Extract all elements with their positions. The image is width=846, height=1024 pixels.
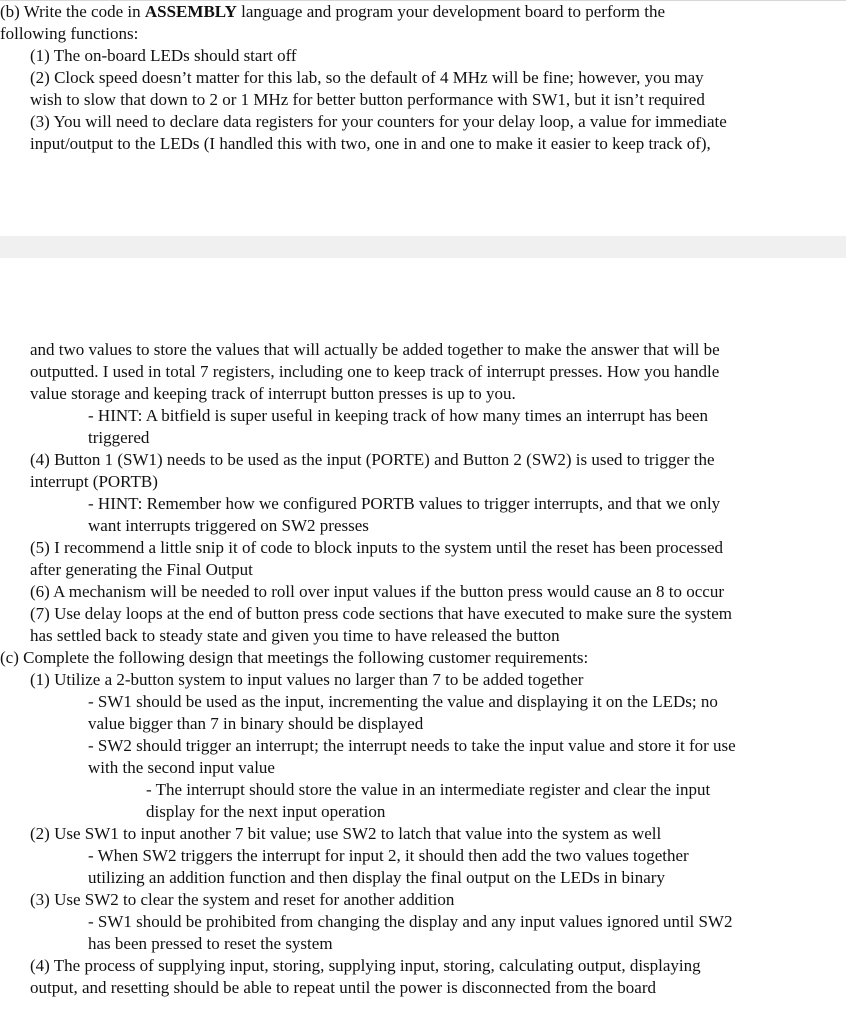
part-c-heading: (c) Complete the following design that meetings the following customer requirements: [0,648,589,667]
sub-item: - SW2 should trigger an interrupt; the interrupt needs to take the input value and store it for use [88,736,736,755]
heading-bold-word: ASSEMBLY [144,2,237,21]
text-line: input/output to the LEDs (I handled this with two, one in and one to make it easier to keep track of), [30,134,711,153]
sub-sub-item: - The interrupt should store the value in an intermediate register and clear the input [146,780,711,799]
sub-item: - SW1 should be prohibited from changing the display and any input values ignored until SW2 [88,912,733,931]
page-break-band [0,236,846,258]
text-line: outputted. I used in total 7 registers, including one to keep track of interrupt presses. How you handle [30,362,720,381]
text-line: display for the next input operation [146,802,386,821]
text-line: after generating the Final Output [30,560,253,579]
text-line: utilizing an addition function and then display the final output on the LEDs in binary [88,868,665,887]
list-item-c4: (4) The process of supplying input, storing, supplying input, storing, calculating output, displaying [30,956,701,975]
sub-item: - When SW2 triggers the interrupt for input 2, it should then add the two values together [88,846,689,865]
text-line: and two values to store the values that will actually be added together to make the answer that will be [30,340,720,359]
list-item-7: (7) Use delay loops at the end of button press code sections that have executed to make sure the system [30,604,732,623]
list-item-c1: (1) Utilize a 2-button system to input values no larger than 7 to be added together [30,670,584,689]
list-item-c2: (2) Use SW1 to input another 7 bit value; use SW2 to latch that value into the system as well [30,824,662,843]
text-line: interrupt (PORTB) [30,472,158,491]
sub-item: - SW1 should be used as the input, incrementing the value and displaying it on the LEDs; no [88,692,718,711]
text-line: wish to slow that down to 2 or 1 MHz for better button performance with SW1, but it isn’t required [30,90,705,109]
text-line: has been pressed to reset the system [88,934,333,953]
part-b-section [0,1,846,155]
text-line: with the second input value [88,758,275,777]
text-line: following functions: [0,24,139,43]
list-item-5: (5) I recommend a little snip it of code to block inputs to the system until the reset has been processed [30,538,724,557]
heading-text-2: language and program your development board to perform the [236,2,666,21]
text-line: output, and resetting should be able to repeat until the power is disconnected from the board [30,978,656,997]
text-line: triggered [88,428,150,447]
list-item-c3: (3) Use SW2 to clear the system and reset for another addition [30,890,455,909]
list-item-6: (6) A mechanism will be needed to roll over input values if the button press would cause an 8 to occur [30,582,724,601]
list-item-3: (3) You will need to declare data registers for your counters for your delay loop, a value for immediate [30,112,727,131]
text-line: value bigger than 7 in binary should be displayed [88,714,424,733]
hint-line: - HINT: Remember how we configured PORTB values to trigger interrupts, and that we only [88,494,721,513]
part-b-heading [0,1,846,23]
list-item-2: (2) Clock speed doesn’t matter for this lab, so the default of 4 MHz will be fine; however, you may [30,68,704,87]
list-item-1: (1) The on-board LEDs should start off [30,46,297,65]
list-item-4: (4) Button 1 (SW1) needs to be used as the input (PORTE) and Button 2 (SW2) is used to trigger the [30,450,715,469]
text-line: value storage and keeping track of interrupt button presses is up to you. [30,384,516,403]
continuation-section [0,339,846,999]
text-line: has settled back to steady state and given you time to have released the button [30,626,560,645]
heading-text-1: (b) Write the code in [0,2,145,21]
hint-line: - HINT: A bitfield is super useful in keeping track of how many times an interrupt has been [88,406,708,425]
text-line: want interrupts triggered on SW2 presses [88,516,369,535]
